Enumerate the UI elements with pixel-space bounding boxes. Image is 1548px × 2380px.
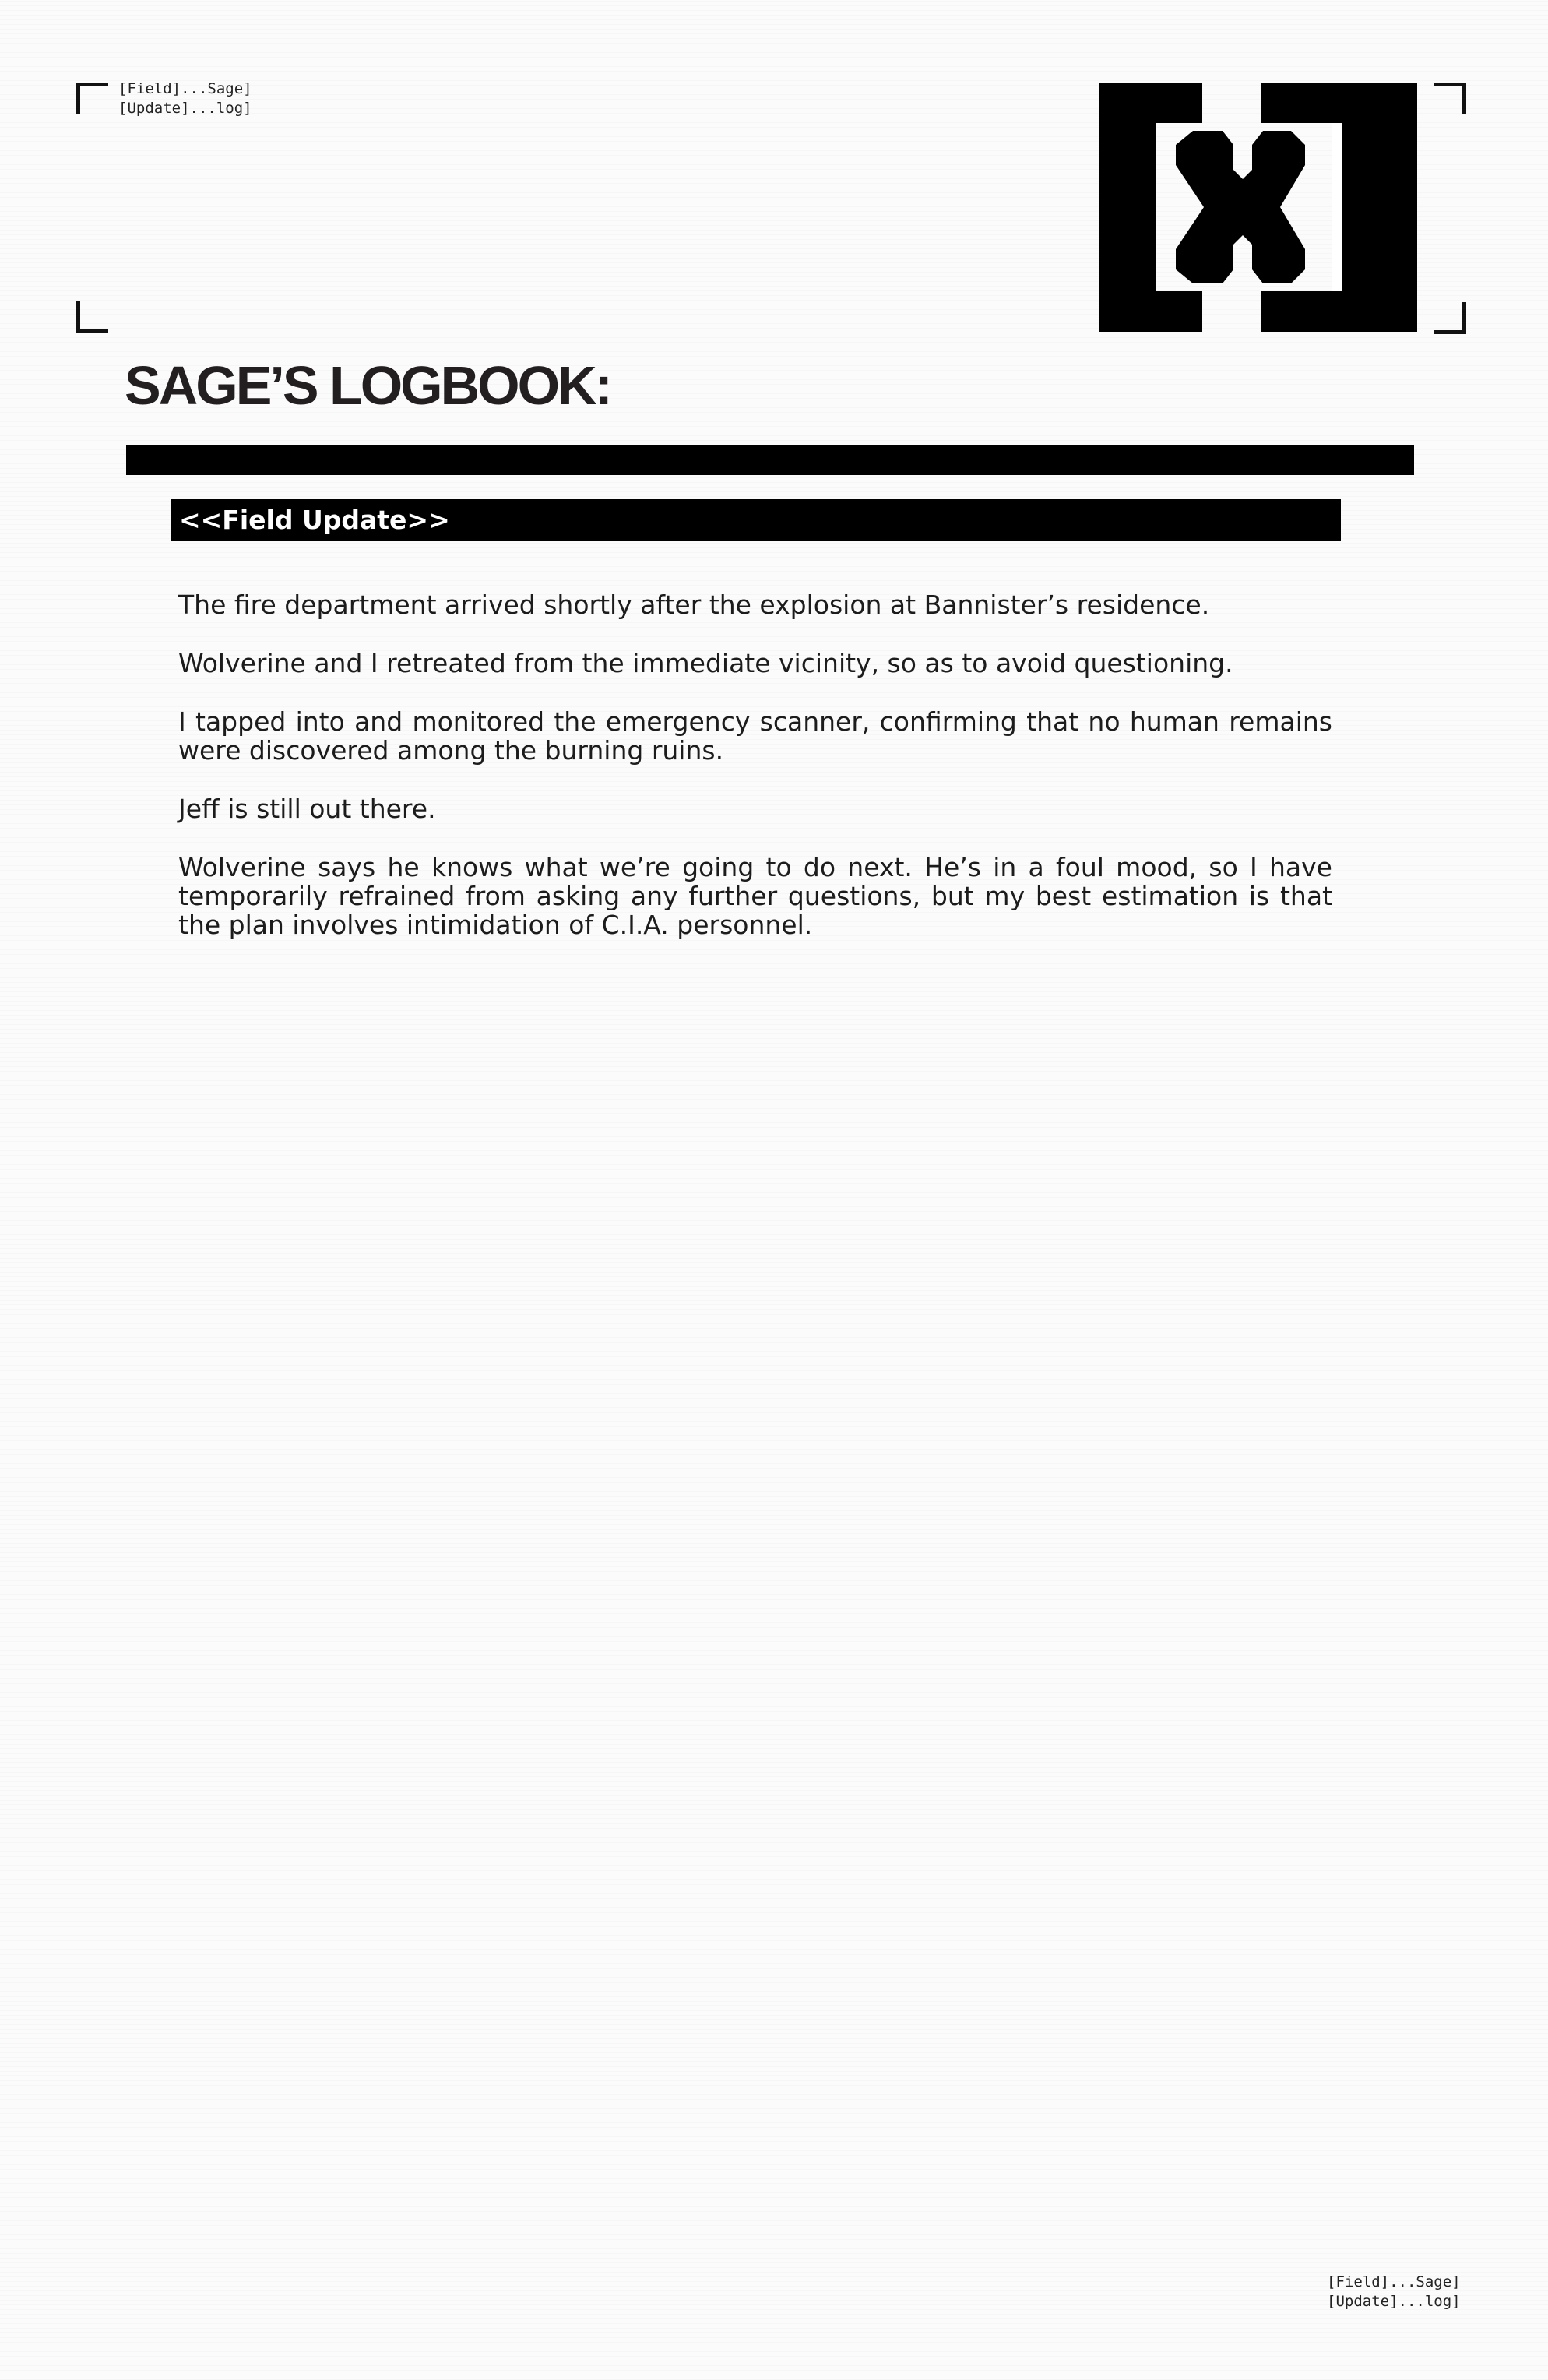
footer-field-tag [1327, 2273, 1461, 2311]
section-label: <<Field Update>> [179, 505, 450, 535]
corner-bracket-bottom-right [1434, 302, 1466, 334]
log-paragraph: Jeff is still out there. [178, 794, 436, 824]
footer-tag-line-2: [Update]...log] [1327, 2293, 1461, 2310]
log-body [178, 590, 1332, 969]
title-divider-bar [126, 445, 1414, 475]
log-paragraph: I tapped into and monitored the emergency scanner, confirming that no human remains were discovered among the burning ruins. [178, 706, 1332, 766]
header-field-tag [118, 79, 252, 118]
corner-bracket-top-left [76, 83, 108, 114]
header-tag-line-2: [Update]...log] [118, 100, 252, 117]
log-paragraph: Wolverine says he knows what we’re going to do next. He’s in a foul mood, so I have temporarily refrained from asking any further questions, but my best estimation is that the plan involves intimidation of C.I.A. personnel. [178, 852, 1332, 940]
x-men-logo-icon [1099, 83, 1417, 335]
log-paragraph: The fire department arrived shortly after the explosion at Bannister’s residence. [178, 590, 1210, 620]
footer-tag-line-1: [Field]...Sage] [1327, 2273, 1461, 2290]
header-tag-line-1: [Field]...Sage] [118, 80, 252, 97]
log-paragraph: Wolverine and I retreated from the immediate vicinity, so as to avoid questioning. [178, 648, 1233, 678]
corner-bracket-bottom-left [76, 301, 108, 333]
section-header-bar [171, 499, 1341, 541]
page-title: SAGE’S LOGBOOK: [125, 355, 610, 416]
corner-bracket-top-right [1434, 83, 1466, 114]
